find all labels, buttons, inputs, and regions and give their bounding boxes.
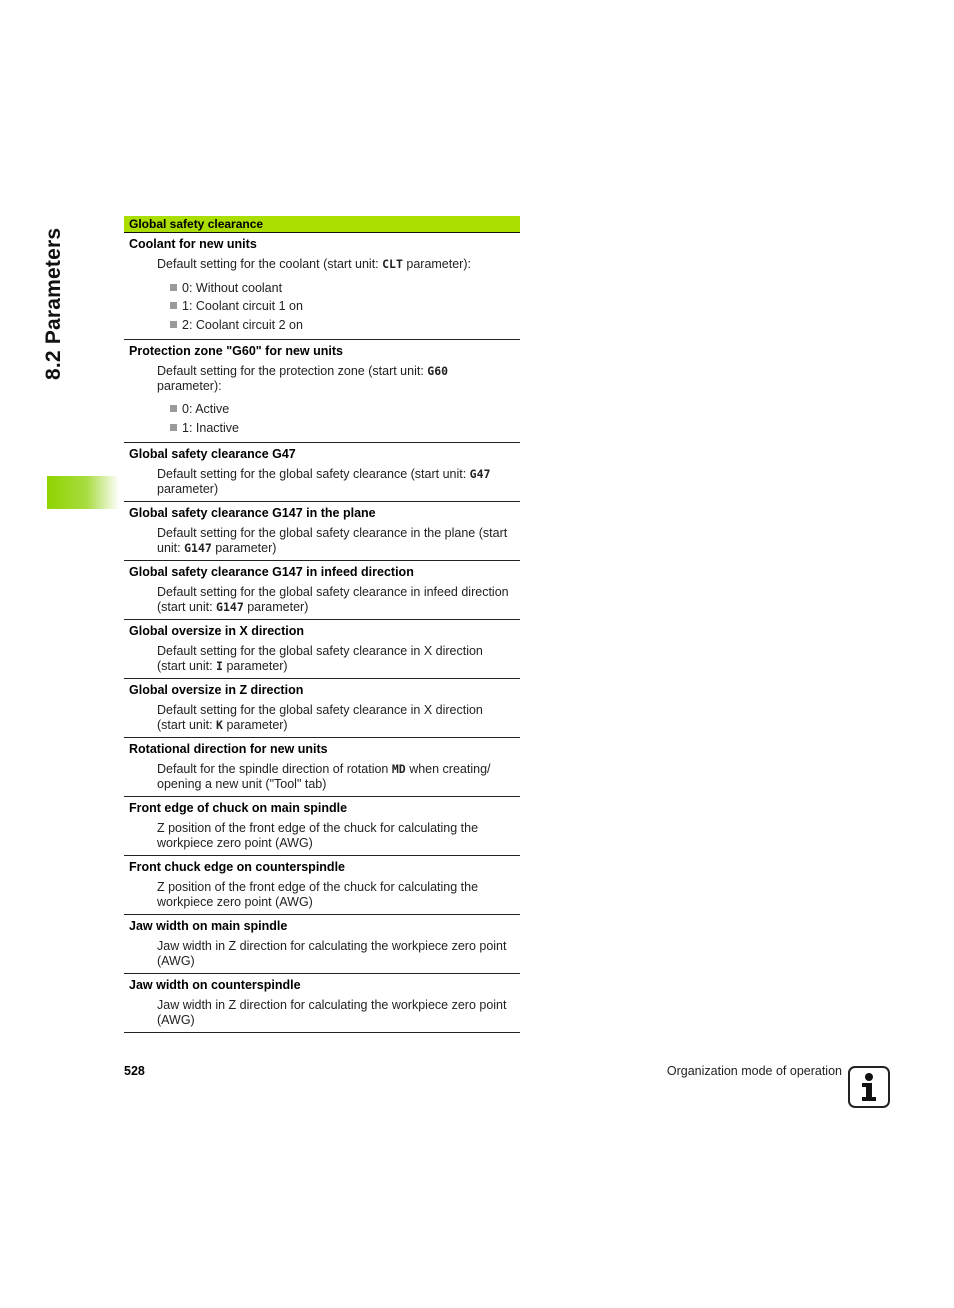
parameter-entry [124,561,520,620]
parameter-code: G147 [184,540,212,555]
description-text: Default setting for the global safety clearance in infeed direction (start unit: [157,585,509,614]
square-bullet-icon [170,302,177,309]
entry-title: Coolant for new units [129,237,257,251]
parameter-entry [124,502,520,561]
entry-title: Front edge of chuck on main spindle [129,801,348,815]
entry-description [124,644,520,673]
entry-description [124,998,520,1027]
option-label: 0: Without coolant [182,280,283,295]
description-text-end: parameter) [222,658,288,673]
parameter-code: G60 [427,364,449,378]
description-text: Default setting for the protection zone (start unit: [157,364,428,378]
parameter-table [124,216,520,1033]
section-title: 8.2 Parameters [42,227,65,380]
description-text-end: parameter): [157,378,222,393]
entry-description [124,880,520,909]
info-glyph [850,1068,888,1106]
description-text-end: parameter) [157,481,219,496]
entry-description [124,364,520,393]
entry-title: Global safety clearance G47 [129,447,296,461]
parameter-entry [124,974,520,1033]
entry-title: Global oversize in Z direction [129,683,304,697]
description-text: Z position of the front edge of the chuck for calculating the workpiece zero point (AWG) [157,880,479,909]
parameter-code: MD [391,762,406,776]
square-bullet-icon [170,405,177,412]
section-tab-marker [47,476,119,509]
entry-title: Rotational direction for new units [129,742,328,756]
entry-description [124,467,520,496]
square-bullet-icon [170,284,177,291]
description-text-end: when creating/ opening a new unit ("Tool" tab) [157,762,491,791]
description-text: Default setting for the global safety clearance in the plane (start unit: [157,526,508,555]
parameter-entry [124,340,520,443]
entry-title: Jaw width on counterspindle [129,978,301,992]
option-label: 1: Inactive [182,420,239,435]
description-text: Default setting for the coolant (start unit: [157,257,383,271]
description-text-end: parameter) [222,717,288,732]
description-text: Default for the spindle direction of rotation [157,762,392,776]
option-label: 1: Coolant circuit 1 on [182,299,303,313]
option-item [170,400,520,419]
option-list [124,279,520,335]
parameter-entry [124,797,520,856]
parameter-entry [124,679,520,738]
option-label: 2: Coolant circuit 2 on [182,317,303,332]
info-icon[interactable] [848,1066,890,1108]
option-item [170,316,520,335]
entry-description [124,939,520,968]
option-item [170,297,520,316]
description-text: Z position of the front edge of the chuck for calculating the workpiece zero point (AWG) [157,821,479,850]
option-label: 0: Active [182,402,230,416]
table-header: Global safety clearance [124,216,520,233]
description-text-end: parameter) [243,599,309,614]
description-text: Jaw width in Z direction for calculating the workpiece zero point (AWG) [157,998,507,1027]
parameter-entry [124,233,520,340]
parameter-code: G47 [469,467,491,481]
square-bullet-icon [170,321,177,328]
description-text: Default setting for the global safety clearance (start unit: [157,467,470,481]
entry-description [124,585,520,614]
entry-list [124,233,520,1033]
parameter-code: I [216,658,223,673]
option-list [124,400,520,437]
entry-description [124,703,520,732]
description-text-end: parameter): [402,257,471,271]
parameter-entry [124,620,520,679]
description-text-end: parameter) [211,540,277,555]
parameter-entry [124,856,520,915]
entry-description [124,762,520,791]
entry-title: Front chuck edge on counterspindle [129,860,345,874]
parameter-code: G147 [216,599,244,614]
entry-title: Protection zone "G60" for new units [129,344,343,358]
footer-label: Organization mode of operation [666,1064,842,1078]
entry-description [124,257,520,272]
parameter-code: CLT [382,257,403,271]
square-bullet-icon [170,424,177,431]
parameter-entry [124,738,520,797]
parameter-entry [124,915,520,974]
entry-title: Global safety clearance G147 in infeed direction [129,565,414,579]
parameter-entry [124,443,520,502]
page-number: 528 [124,1064,145,1078]
entry-title: Global oversize in X direction [129,624,305,638]
entry-title: Global safety clearance G147 in the plane [129,506,376,520]
description-text: Default setting for the global safety clearance in X direction (start unit: [157,703,483,732]
entry-description [124,821,520,850]
entry-description [124,526,520,555]
option-item [170,279,520,298]
entry-title: Jaw width on main spindle [129,919,288,933]
parameter-code: K [216,717,223,732]
description-text: Jaw width in Z direction for calculating the workpiece zero point (AWG) [157,939,507,968]
description-text: Default setting for the global safety clearance in X direction (start unit: [157,644,483,673]
option-item [170,419,520,438]
